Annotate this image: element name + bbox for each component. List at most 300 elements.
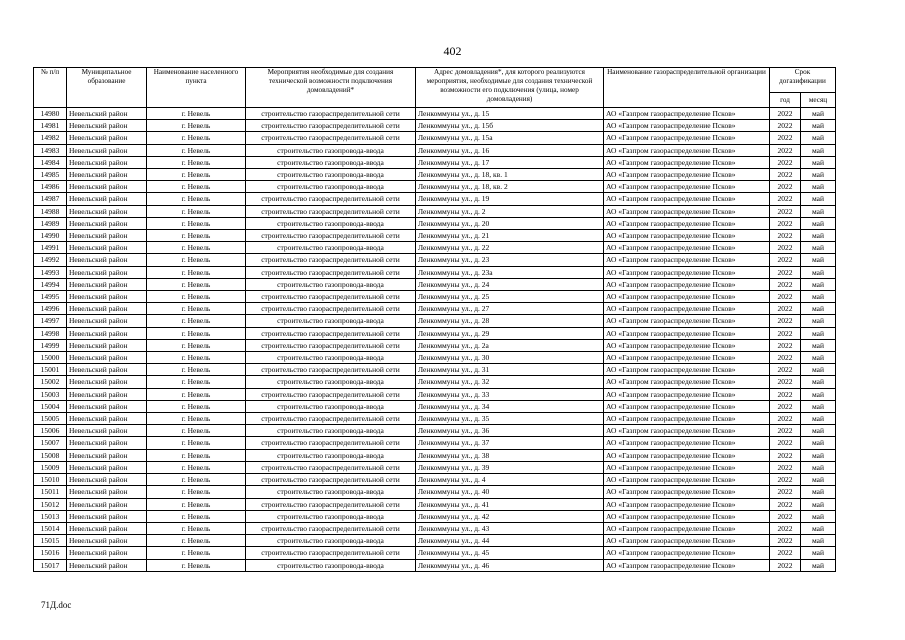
month-cell: май xyxy=(801,205,836,217)
table-row xyxy=(34,510,836,522)
organization-cell: АО «Газпром газораспределение Псков» xyxy=(604,522,770,534)
municipality-cell: Невельский район xyxy=(67,510,147,522)
settlement-cell: г. Невель xyxy=(147,376,246,388)
year-cell: 2022 xyxy=(770,364,801,376)
municipality-cell: Невельский район xyxy=(67,217,147,229)
row-number-cell: 15004 xyxy=(34,400,67,412)
month-cell: май xyxy=(801,474,836,486)
measure-cell: строительство газораспределительной сети xyxy=(246,205,416,217)
organization-cell: АО «Газпром газораспределение Псков» xyxy=(604,547,770,559)
year-cell: 2022 xyxy=(770,339,801,351)
year-cell: 2022 xyxy=(770,522,801,534)
table-row xyxy=(34,437,836,449)
measure-cell: строительство газопровода-ввода xyxy=(246,144,416,156)
table-row xyxy=(34,413,836,425)
municipality-cell: Невельский район xyxy=(67,205,147,217)
organization-cell: АО «Газпром газораспределение Псков» xyxy=(604,156,770,168)
municipality-cell: Невельский район xyxy=(67,169,147,181)
table-row xyxy=(34,425,836,437)
row-number-cell: 15015 xyxy=(34,535,67,547)
row-number-cell: 14992 xyxy=(34,254,67,266)
table-row xyxy=(34,364,836,376)
month-cell: май xyxy=(801,230,836,242)
table-row xyxy=(34,303,836,315)
measure-cell: строительство газопровода-ввода xyxy=(246,169,416,181)
year-cell: 2022 xyxy=(770,437,801,449)
table-row xyxy=(34,547,836,559)
row-number-cell: 14993 xyxy=(34,266,67,278)
municipality-cell: Невельский район xyxy=(67,352,147,364)
address-cell: Ленкоммуны ул., д. 25 xyxy=(416,291,604,303)
year-cell: 2022 xyxy=(770,132,801,144)
settlement-cell: г. Невель xyxy=(147,510,246,522)
month-cell: май xyxy=(801,486,836,498)
address-cell: Ленкоммуны ул., д. 24 xyxy=(416,278,604,290)
settlement-cell: г. Невель xyxy=(147,108,246,120)
row-number-cell: 14998 xyxy=(34,327,67,339)
month-cell: май xyxy=(801,144,836,156)
settlement-cell: г. Невель xyxy=(147,522,246,534)
table-row xyxy=(34,291,836,303)
organization-cell: АО «Газпром газораспределение Псков» xyxy=(604,132,770,144)
header-address: Адрес домовладения*, для которого реализуются мероприятия, необходимые для создания технической возможности его подключения (улица, номер домовладения) xyxy=(416,68,604,108)
header-term: Срок догазификации xyxy=(770,68,836,93)
organization-cell: АО «Газпром газораспределение Псков» xyxy=(604,169,770,181)
measure-cell: строительство газораспределительной сети xyxy=(246,193,416,205)
organization-cell: АО «Газпром газораспределение Псков» xyxy=(604,217,770,229)
municipality-cell: Невельский район xyxy=(67,278,147,290)
organization-cell: АО «Газпром газораспределение Псков» xyxy=(604,205,770,217)
month-cell: май xyxy=(801,303,836,315)
row-number-cell: 15003 xyxy=(34,388,67,400)
measure-cell: строительство газораспределительной сети xyxy=(246,437,416,449)
month-cell: май xyxy=(801,193,836,205)
municipality-cell: Невельский район xyxy=(67,376,147,388)
table-row xyxy=(34,144,836,156)
month-cell: май xyxy=(801,522,836,534)
table-row xyxy=(34,193,836,205)
header-measures: Мероприятия необходимые для создания технической возможности подключения домовладений* xyxy=(246,68,416,108)
organization-cell: АО «Газпром газораспределение Псков» xyxy=(604,315,770,327)
organization-cell: АО «Газпром газораспределение Псков» xyxy=(604,559,770,571)
year-cell: 2022 xyxy=(770,156,801,168)
row-number-cell: 14983 xyxy=(34,144,67,156)
table-row xyxy=(34,315,836,327)
settlement-cell: г. Невель xyxy=(147,559,246,571)
year-cell: 2022 xyxy=(770,278,801,290)
month-cell: май xyxy=(801,181,836,193)
measure-cell: строительство газопровода-ввода xyxy=(246,400,416,412)
organization-cell: АО «Газпром газораспределение Псков» xyxy=(604,278,770,290)
municipality-cell: Невельский район xyxy=(67,144,147,156)
measure-cell: строительство газораспределительной сети xyxy=(246,132,416,144)
month-cell: май xyxy=(801,108,836,120)
measure-cell: строительство газораспределительной сети xyxy=(246,108,416,120)
month-cell: май xyxy=(801,291,836,303)
table-body xyxy=(34,108,836,572)
row-number-cell: 15006 xyxy=(34,425,67,437)
month-cell: май xyxy=(801,327,836,339)
municipality-cell: Невельский район xyxy=(67,474,147,486)
row-number-cell: 14988 xyxy=(34,205,67,217)
header-organization: Наименование газораспределительной организации xyxy=(604,68,770,108)
address-cell: Ленкоммуны ул., д. 43 xyxy=(416,522,604,534)
settlement-cell: г. Невель xyxy=(147,339,246,351)
year-cell: 2022 xyxy=(770,205,801,217)
table-row xyxy=(34,108,836,120)
row-number-cell: 14982 xyxy=(34,132,67,144)
row-number-cell: 15008 xyxy=(34,449,67,461)
settlement-cell: г. Невель xyxy=(147,364,246,376)
municipality-cell: Невельский район xyxy=(67,425,147,437)
year-cell: 2022 xyxy=(770,547,801,559)
table-row xyxy=(34,205,836,217)
month-cell: май xyxy=(801,278,836,290)
table-row xyxy=(34,132,836,144)
address-cell: Ленкоммуны ул., д. 37 xyxy=(416,437,604,449)
address-cell: Ленкоммуны ул., д. 19 xyxy=(416,193,604,205)
measure-cell: строительство газопровода-ввода xyxy=(246,449,416,461)
organization-cell: АО «Газпром газораспределение Псков» xyxy=(604,266,770,278)
settlement-cell: г. Невель xyxy=(147,352,246,364)
organization-cell: АО «Газпром газораспределение Псков» xyxy=(604,291,770,303)
address-cell: Ленкоммуны ул., д. 15б xyxy=(416,120,604,132)
organization-cell: АО «Газпром газораспределение Псков» xyxy=(604,120,770,132)
measure-cell: строительство газораспределительной сети xyxy=(246,327,416,339)
header-year: год xyxy=(770,93,801,108)
year-cell: 2022 xyxy=(770,193,801,205)
organization-cell: АО «Газпром газораспределение Псков» xyxy=(604,474,770,486)
municipality-cell: Невельский район xyxy=(67,449,147,461)
address-cell: Ленкоммуны ул., д. 42 xyxy=(416,510,604,522)
municipality-cell: Невельский район xyxy=(67,303,147,315)
row-number-cell: 15005 xyxy=(34,413,67,425)
address-cell: Ленкоммуны ул., д. 21 xyxy=(416,230,604,242)
settlement-cell: г. Невель xyxy=(147,120,246,132)
year-cell: 2022 xyxy=(770,217,801,229)
year-cell: 2022 xyxy=(770,474,801,486)
measure-cell: строительство газопровода-ввода xyxy=(246,510,416,522)
address-cell: Ленкоммуны ул., д. 23а xyxy=(416,266,604,278)
address-cell: Ленкоммуны ул., д. 39 xyxy=(416,461,604,473)
row-number-cell: 14999 xyxy=(34,339,67,351)
measure-cell: строительство газопровода-ввода xyxy=(246,559,416,571)
table-row xyxy=(34,535,836,547)
address-cell: Ленкоммуны ул., д. 27 xyxy=(416,303,604,315)
municipality-cell: Невельский район xyxy=(67,522,147,534)
year-cell: 2022 xyxy=(770,535,801,547)
row-number-cell: 15016 xyxy=(34,547,67,559)
address-cell: Ленкоммуны ул., д. 2 xyxy=(416,205,604,217)
year-cell: 2022 xyxy=(770,169,801,181)
measure-cell: строительство газораспределительной сети xyxy=(246,230,416,242)
month-cell: май xyxy=(801,254,836,266)
year-cell: 2022 xyxy=(770,327,801,339)
row-number-cell: 15001 xyxy=(34,364,67,376)
month-cell: май xyxy=(801,266,836,278)
row-number-cell: 15009 xyxy=(34,461,67,473)
settlement-cell: г. Невель xyxy=(147,144,246,156)
settlement-cell: г. Невель xyxy=(147,425,246,437)
municipality-cell: Невельский район xyxy=(67,181,147,193)
organization-cell: АО «Газпром газораспределение Псков» xyxy=(604,498,770,510)
settlement-cell: г. Невель xyxy=(147,156,246,168)
address-cell: Ленкоммуны ул., д. 33 xyxy=(416,388,604,400)
row-number-cell: 14980 xyxy=(34,108,67,120)
table-row xyxy=(34,266,836,278)
year-cell: 2022 xyxy=(770,461,801,473)
gasification-table xyxy=(33,67,836,572)
row-number-cell: 15012 xyxy=(34,498,67,510)
address-cell: Ленкоммуны ул., д. 40 xyxy=(416,486,604,498)
table-row xyxy=(34,278,836,290)
settlement-cell: г. Невель xyxy=(147,181,246,193)
municipality-cell: Невельский район xyxy=(67,230,147,242)
organization-cell: АО «Газпром газораспределение Псков» xyxy=(604,400,770,412)
page-number: 402 xyxy=(443,44,462,58)
measure-cell: строительство газораспределительной сети xyxy=(246,364,416,376)
organization-cell: АО «Газпром газораспределение Псков» xyxy=(604,327,770,339)
settlement-cell: г. Невель xyxy=(147,413,246,425)
organization-cell: АО «Газпром газораспределение Псков» xyxy=(604,230,770,242)
header-month: месяц xyxy=(801,93,836,108)
month-cell: май xyxy=(801,169,836,181)
address-cell: Ленкоммуны ул., д. 45 xyxy=(416,547,604,559)
table-row xyxy=(34,486,836,498)
year-cell: 2022 xyxy=(770,120,801,132)
measure-cell: строительство газопровода-ввода xyxy=(246,425,416,437)
year-cell: 2022 xyxy=(770,376,801,388)
address-cell: Ленкоммуны ул., д. 30 xyxy=(416,352,604,364)
municipality-cell: Невельский район xyxy=(67,547,147,559)
municipality-cell: Невельский район xyxy=(67,498,147,510)
settlement-cell: г. Невель xyxy=(147,449,246,461)
settlement-cell: г. Невель xyxy=(147,388,246,400)
month-cell: май xyxy=(801,339,836,351)
row-number-cell: 14986 xyxy=(34,181,67,193)
header-num: № п/п xyxy=(34,68,67,108)
address-cell: Ленкоммуны ул., д. 46 xyxy=(416,559,604,571)
municipality-cell: Невельский район xyxy=(67,193,147,205)
year-cell: 2022 xyxy=(770,413,801,425)
address-cell: Ленкоммуны ул., д. 28 xyxy=(416,315,604,327)
measure-cell: строительство газораспределительной сети xyxy=(246,303,416,315)
month-cell: май xyxy=(801,437,836,449)
row-number-cell: 14996 xyxy=(34,303,67,315)
year-cell: 2022 xyxy=(770,266,801,278)
month-cell: май xyxy=(801,120,836,132)
address-cell: Ленкоммуны ул., д. 2а xyxy=(416,339,604,351)
municipality-cell: Невельский район xyxy=(67,486,147,498)
municipality-cell: Невельский район xyxy=(67,559,147,571)
row-number-cell: 14989 xyxy=(34,217,67,229)
month-cell: май xyxy=(801,461,836,473)
table-row xyxy=(34,522,836,534)
table-row xyxy=(34,352,836,364)
municipality-cell: Невельский район xyxy=(67,461,147,473)
settlement-cell: г. Невель xyxy=(147,278,246,290)
municipality-cell: Невельский район xyxy=(67,437,147,449)
settlement-cell: г. Невель xyxy=(147,400,246,412)
settlement-cell: г. Невель xyxy=(147,486,246,498)
address-cell: Ленкоммуны ул., д. 44 xyxy=(416,535,604,547)
measure-cell: строительство газораспределительной сети xyxy=(246,291,416,303)
month-cell: май xyxy=(801,242,836,254)
settlement-cell: г. Невель xyxy=(147,498,246,510)
organization-cell: АО «Газпром газораспределение Псков» xyxy=(604,144,770,156)
municipality-cell: Невельский район xyxy=(67,388,147,400)
settlement-cell: г. Невель xyxy=(147,535,246,547)
table-row xyxy=(34,242,836,254)
address-cell: Ленкоммуны ул., д. 36 xyxy=(416,425,604,437)
year-cell: 2022 xyxy=(770,230,801,242)
municipality-cell: Невельский район xyxy=(67,291,147,303)
address-cell: Ленкоммуны ул., д. 34 xyxy=(416,400,604,412)
year-cell: 2022 xyxy=(770,400,801,412)
settlement-cell: г. Невель xyxy=(147,315,246,327)
measure-cell: строительство газораспределительной сети xyxy=(246,120,416,132)
row-number-cell: 15017 xyxy=(34,559,67,571)
year-cell: 2022 xyxy=(770,242,801,254)
year-cell: 2022 xyxy=(770,498,801,510)
organization-cell: АО «Газпром газораспределение Псков» xyxy=(604,108,770,120)
measure-cell: строительство газопровода-ввода xyxy=(246,181,416,193)
year-cell: 2022 xyxy=(770,254,801,266)
address-cell: Ленкоммуны ул., д. 41 xyxy=(416,498,604,510)
organization-cell: АО «Газпром газораспределение Псков» xyxy=(604,425,770,437)
row-number-cell: 15013 xyxy=(34,510,67,522)
month-cell: май xyxy=(801,510,836,522)
month-cell: май xyxy=(801,156,836,168)
measure-cell: строительство газораспределительной сети xyxy=(246,474,416,486)
table-row xyxy=(34,449,836,461)
year-cell: 2022 xyxy=(770,559,801,571)
municipality-cell: Невельский район xyxy=(67,254,147,266)
table-row xyxy=(34,327,836,339)
year-cell: 2022 xyxy=(770,291,801,303)
organization-cell: АО «Газпром газораспределение Псков» xyxy=(604,486,770,498)
year-cell: 2022 xyxy=(770,108,801,120)
address-cell: Ленкоммуны ул., д. 4 xyxy=(416,474,604,486)
organization-cell: АО «Газпром газораспределение Псков» xyxy=(604,413,770,425)
settlement-cell: г. Невель xyxy=(147,291,246,303)
address-cell: Ленкоммуны ул., д. 32 xyxy=(416,376,604,388)
month-cell: май xyxy=(801,132,836,144)
measure-cell: строительство газопровода-ввода xyxy=(246,486,416,498)
row-number-cell: 14985 xyxy=(34,169,67,181)
measure-cell: строительство газораспределительной сети xyxy=(246,413,416,425)
settlement-cell: г. Невель xyxy=(147,327,246,339)
year-cell: 2022 xyxy=(770,449,801,461)
header-municipality: Муниципальное образование xyxy=(67,68,147,108)
municipality-cell: Невельский район xyxy=(67,327,147,339)
row-number-cell: 15011 xyxy=(34,486,67,498)
row-number-cell: 15014 xyxy=(34,522,67,534)
organization-cell: АО «Газпром газораспределение Псков» xyxy=(604,376,770,388)
table-row xyxy=(34,254,836,266)
address-cell: Ленкоммуны ул., д. 15 xyxy=(416,108,604,120)
table-row xyxy=(34,169,836,181)
month-cell: май xyxy=(801,217,836,229)
settlement-cell: г. Невель xyxy=(147,303,246,315)
row-number-cell: 14991 xyxy=(34,242,67,254)
month-cell: май xyxy=(801,425,836,437)
organization-cell: АО «Газпром газораспределение Псков» xyxy=(604,364,770,376)
month-cell: май xyxy=(801,376,836,388)
settlement-cell: г. Невель xyxy=(147,193,246,205)
month-cell: май xyxy=(801,535,836,547)
municipality-cell: Невельский район xyxy=(67,242,147,254)
row-number-cell: 14990 xyxy=(34,230,67,242)
municipality-cell: Невельский район xyxy=(67,132,147,144)
address-cell: Ленкоммуны ул., д. 20 xyxy=(416,217,604,229)
measure-cell: строительство газопровода-ввода xyxy=(246,278,416,290)
year-cell: 2022 xyxy=(770,352,801,364)
measure-cell: строительство газопровода-ввода xyxy=(246,156,416,168)
year-cell: 2022 xyxy=(770,510,801,522)
organization-cell: АО «Газпром газораспределение Псков» xyxy=(604,449,770,461)
municipality-cell: Невельский район xyxy=(67,266,147,278)
address-cell: Ленкоммуны ул., д. 23 xyxy=(416,254,604,266)
row-number-cell: 14995 xyxy=(34,291,67,303)
month-cell: май xyxy=(801,400,836,412)
municipality-cell: Невельский район xyxy=(67,120,147,132)
header-settlement: Наименование населенного пункта xyxy=(147,68,246,108)
address-cell: Ленкоммуны ул., д. 16 xyxy=(416,144,604,156)
address-cell: Ленкоммуны ул., д. 15а xyxy=(416,132,604,144)
measure-cell: строительство газопровода-ввода xyxy=(246,217,416,229)
measure-cell: строительство газораспределительной сети xyxy=(246,547,416,559)
organization-cell: АО «Газпром газораспределение Псков» xyxy=(604,242,770,254)
year-cell: 2022 xyxy=(770,486,801,498)
organization-cell: АО «Газпром газораспределение Псков» xyxy=(604,254,770,266)
measure-cell: строительство газопровода-ввода xyxy=(246,535,416,547)
settlement-cell: г. Невель xyxy=(147,461,246,473)
address-cell: Ленкоммуны ул., д. 35 xyxy=(416,413,604,425)
organization-cell: АО «Газпром газораспределение Псков» xyxy=(604,388,770,400)
row-number-cell: 15002 xyxy=(34,376,67,388)
municipality-cell: Невельский район xyxy=(67,156,147,168)
month-cell: май xyxy=(801,498,836,510)
measure-cell: строительство газопровода-ввода xyxy=(246,352,416,364)
settlement-cell: г. Невель xyxy=(147,254,246,266)
table-row xyxy=(34,559,836,571)
table-row xyxy=(34,181,836,193)
table-row xyxy=(34,120,836,132)
row-number-cell: 14981 xyxy=(34,120,67,132)
municipality-cell: Невельский район xyxy=(67,315,147,327)
address-cell: Ленкоммуны ул., д. 17 xyxy=(416,156,604,168)
measure-cell: строительство газораспределительной сети xyxy=(246,388,416,400)
table-row xyxy=(34,217,836,229)
settlement-cell: г. Невель xyxy=(147,437,246,449)
organization-cell: АО «Газпром газораспределение Псков» xyxy=(604,510,770,522)
table-row xyxy=(34,339,836,351)
organization-cell: АО «Газпром газораспределение Псков» xyxy=(604,535,770,547)
measure-cell: строительство газораспределительной сети xyxy=(246,254,416,266)
organization-cell: АО «Газпром газораспределение Псков» xyxy=(604,352,770,364)
municipality-cell: Невельский район xyxy=(67,364,147,376)
year-cell: 2022 xyxy=(770,388,801,400)
month-cell: май xyxy=(801,352,836,364)
month-cell: май xyxy=(801,547,836,559)
address-cell: Ленкоммуны ул., д. 31 xyxy=(416,364,604,376)
municipality-cell: Невельский район xyxy=(67,108,147,120)
year-cell: 2022 xyxy=(770,144,801,156)
row-number-cell: 14997 xyxy=(34,315,67,327)
table-row xyxy=(34,498,836,510)
year-cell: 2022 xyxy=(770,315,801,327)
